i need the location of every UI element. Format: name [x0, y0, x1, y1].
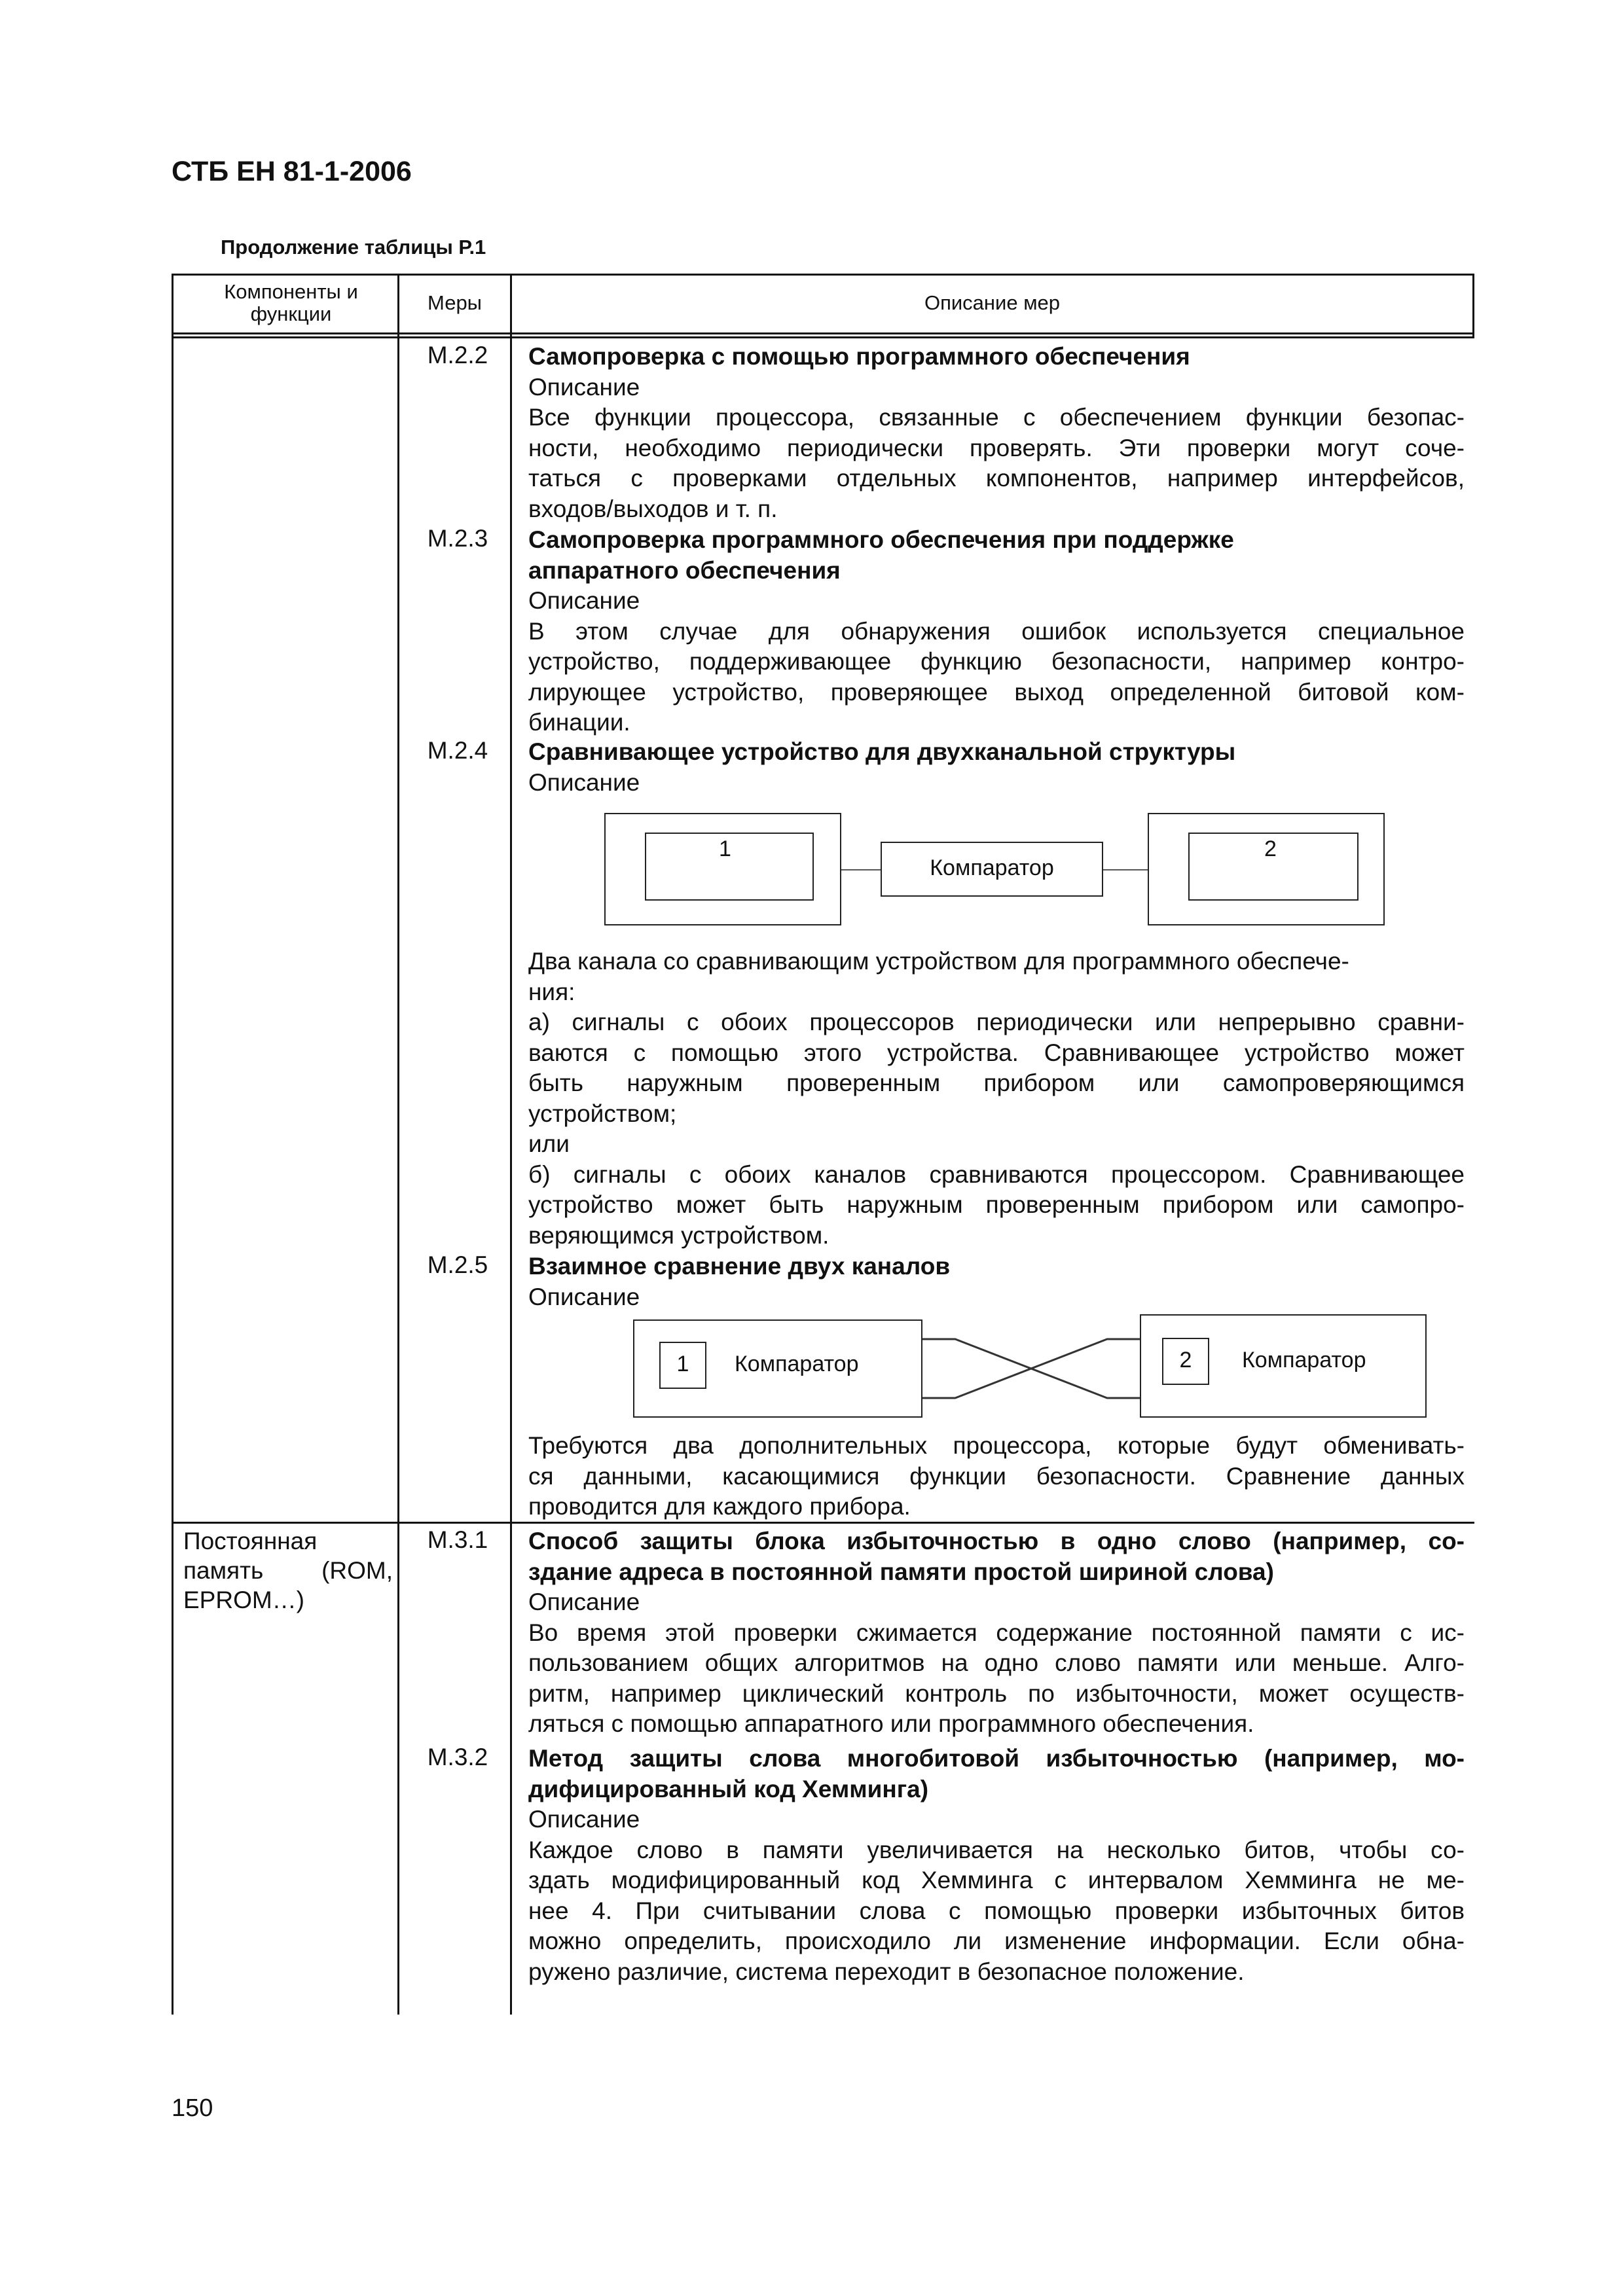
channel-label-1: 1 — [676, 1352, 689, 1376]
comparator-label-2: Компаратор — [1242, 1348, 1366, 1372]
measure-m31 — [528, 1526, 1465, 1740]
measure-code-m24: М.2.4 — [427, 737, 488, 764]
body-line: таться с проверками отдельных компонентов, например интерфейсов, — [528, 465, 1465, 492]
cross-link-lines — [922, 1314, 1140, 1426]
body-line: быть наружным проверенным прибором или самопроверяющимся — [528, 1069, 1465, 1096]
body-line: ности, необходимо периодически проверять. Эти проверки могут соче- — [528, 434, 1465, 461]
measure-title: дифицированный код Хемминга) — [528, 1775, 929, 1803]
header-rule-double — [172, 336, 1474, 338]
body-line: устройство, поддерживающее функцию безопасности, например контро- — [528, 648, 1465, 675]
measure-code-m31: М.3.1 — [427, 1526, 488, 1553]
comparator-label: Компаратор — [930, 855, 1054, 880]
channel-label-2: 2 — [1179, 1348, 1192, 1372]
channel-label-2: 2 — [1264, 836, 1277, 861]
diagram-comparator — [604, 813, 1383, 931]
body-line: веряющимся устройством. — [528, 1221, 830, 1249]
measure-m25-body — [528, 1431, 1465, 1522]
column-divider-1 — [397, 274, 399, 2015]
measure-title: здание адреса в постоянной памяти простой шириной слова) — [528, 1558, 1274, 1585]
body-line: устройство может быть наружным проверенным прибором или самопро- — [528, 1191, 1465, 1218]
measure-subtitle: Описание — [528, 1806, 640, 1833]
table-border-right — [1472, 274, 1474, 338]
connector-line — [1103, 869, 1148, 870]
body-line: ляться с помощью аппаратного или программного обеспечения. — [528, 1710, 1254, 1737]
table-caption: Продолжение таблицы Р.1 — [221, 236, 486, 259]
body-line: нее 4. При считывании слова с помощью проверки избыточных битов — [528, 1897, 1465, 1924]
component-rom — [183, 1526, 393, 1615]
body-line: можно определить, происходило ли изменение информации. Если обна- — [528, 1928, 1465, 1954]
measure-subtitle: Описание — [528, 373, 640, 401]
header-components: Компоненты и функции — [224, 280, 358, 325]
body-line: ритм, например циклический контроль по избыточности, может осуществ- — [528, 1679, 1465, 1707]
header-measures: Меры — [428, 291, 482, 314]
measure-title: Взаимное сравнение двух каналов — [528, 1253, 951, 1280]
body-line: В этом случае для обнаружения ошибок используется специальное — [528, 617, 1465, 645]
body-line: здать модифицированный код Хемминга с интервалом Хемминга не ме- — [528, 1867, 1465, 1893]
measure-code-m22: М.2.2 — [427, 342, 488, 368]
measure-code-m23: М.2.3 — [427, 525, 488, 552]
body-line: Два канала со сравнивающим устройством для программного обеспече- — [528, 948, 1349, 975]
body-line: ния: — [528, 978, 575, 1005]
measure-subtitle: Описание — [528, 1283, 640, 1310]
body-line: входов/выходов и т. п. — [528, 495, 778, 522]
measure-subtitle: Описание — [528, 768, 640, 796]
measure-code-m32: М.3.2 — [427, 1744, 488, 1770]
page-number: 150 — [172, 2094, 213, 2122]
body-line: ваются с помощью этого устройства. Сравнивающее устройство может — [528, 1039, 1465, 1066]
measure-m23 — [528, 525, 1465, 738]
component-word: память — [183, 1557, 264, 1584]
body-line: устройством; — [528, 1100, 677, 1127]
body-line: б) сигналы с обоих каналов сравниваются процессором. Сравнивающее — [528, 1160, 1465, 1188]
body-line: Каждое слово в памяти увеличивается на несколько битов, чтобы со- — [528, 1836, 1465, 1863]
channel-label-1: 1 — [719, 836, 731, 861]
body-line: проводится для каждого прибора. — [528, 1493, 911, 1520]
measure-title: Самопроверка программного обеспечения при поддержке — [528, 526, 1234, 553]
body-line: Все функции процессора, связанные с обеспечением функции безопас- — [528, 404, 1465, 431]
measure-title: Сравнивающее устройство для двухканальной структуры — [528, 738, 1236, 765]
table-border-left — [172, 274, 173, 2015]
body-line: а) сигналы с обоих процессоров периодически или непрерывно сравни- — [528, 1009, 1465, 1035]
body-line: лирующее устройство, проверяющее выход определенной битовой ком- — [528, 678, 1465, 706]
diagram-cross-comparison — [633, 1314, 1427, 1426]
body-line: пользованием общих алгоритмов на одно слово памяти или меньше. Алго- — [528, 1649, 1465, 1676]
measure-title: Метод защиты слова многобитовой избыточностью (например, мо- — [528, 1745, 1465, 1772]
header-rule — [172, 332, 1474, 334]
measure-m24 — [528, 737, 1465, 798]
measure-m32 — [528, 1744, 1465, 1987]
document-code: СТБ ЕН 81-1-2006 — [172, 156, 412, 187]
measure-title: аппаратного обеспечения — [528, 556, 841, 584]
measures-table — [172, 274, 1474, 2015]
component-line: Постоянная — [183, 1528, 318, 1554]
body-line: бинации. — [528, 709, 630, 736]
measure-m22 — [528, 342, 1465, 524]
measure-title: Самопроверка с помощью программного обеспечения — [528, 343, 1190, 370]
measure-m24-body — [528, 946, 1465, 1251]
body-line: Во время этой проверки сжимается содержание постоянной памяти с ис- — [528, 1619, 1465, 1646]
body-line: или — [528, 1130, 570, 1157]
measure-title: Способ защиты блока избыточностью в одно слово (например, со- — [528, 1528, 1465, 1554]
header-description: Описание мер — [924, 291, 1061, 314]
measure-subtitle: Описание — [528, 587, 640, 614]
measure-code-m25: М.2.5 — [427, 1251, 488, 1278]
component-line — [183, 1556, 393, 1585]
measure-subtitle: Описание — [528, 1588, 640, 1615]
comparator-label-1: Компаратор — [735, 1352, 859, 1376]
component-line: EPROM…) — [183, 1587, 304, 1613]
body-line: ружено различие, система переходит в безопасное положение. — [528, 1958, 1245, 1985]
component-word: (ROM, — [321, 1557, 393, 1584]
measure-m25 — [528, 1251, 1465, 1312]
body-line: Требуются два дополнительных процессора, которые будут обменивать- — [528, 1432, 1465, 1459]
body-line: ся данными, касающимися функции безопасности. Сравнение данных — [528, 1462, 1465, 1490]
connector-line — [841, 869, 881, 870]
